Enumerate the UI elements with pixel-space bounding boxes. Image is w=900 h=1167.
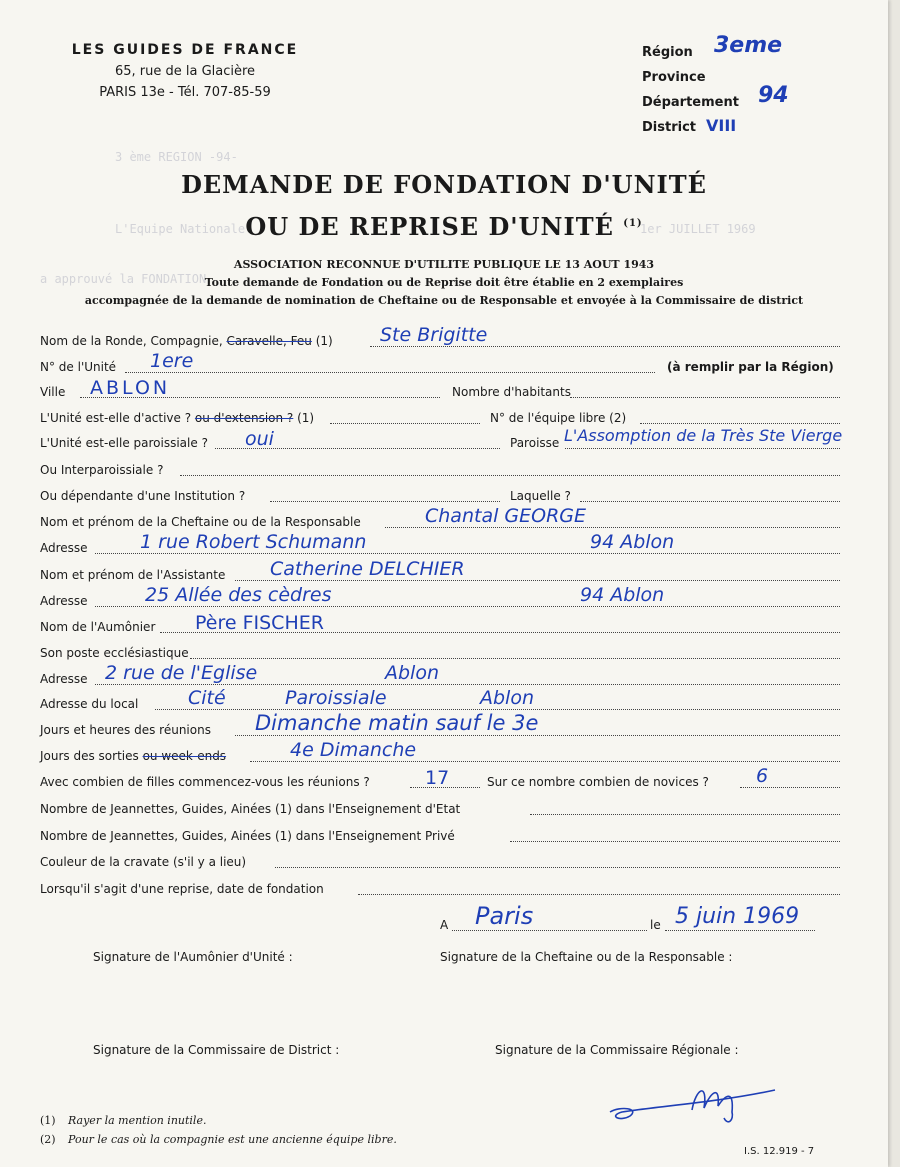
subtitle-instructions: Toute demande de Fondation ou de Reprise doit être établie en 2 exemplaires [204,276,684,289]
bleed-through-text: 3 ème REGION -94- [115,150,238,164]
field-label: N° de l'Unité [40,360,117,374]
field-value: 1 rue Robert Schumann [140,531,367,553]
field-label: Ou Interparoissiale ? [40,463,164,477]
field-paroissiale [40,426,850,456]
district-label: District [642,120,696,135]
bleed-through-text: 1er JUILLET 1969 [640,222,756,236]
dotted-line[interactable] [180,475,840,476]
dotted-line[interactable] [385,527,840,528]
district-row [642,116,882,145]
field-value: L'Assomption de la Très Ste Vierge [564,426,843,445]
departement-label: Département [642,95,739,110]
dotted-line[interactable] [370,346,840,347]
field-value: 4e Dimanche [290,739,417,761]
field-prive [40,829,850,849]
bleed-through-text: L'Equipe Nationale [115,222,246,236]
dotted-line[interactable] [235,735,840,736]
dotted-line[interactable] [270,501,500,502]
field-value-city: 94 Ablon [580,584,665,606]
district-value: VIII [706,116,737,135]
signature-cheftaine-label: Signature de la Cheftaine ou de la Responsable : [440,950,733,964]
dotted-line[interactable] [740,787,840,788]
place-value: Paris [475,902,534,930]
org-address: 65, rue de la Glacière [114,64,256,79]
footnote-text: Pour le cas où la compagnie est une ancienne équipe libre. [68,1133,397,1146]
dotted-line[interactable] [580,501,840,502]
subtitle-association: ASSOCIATION RECONNUE D'UTILITE PUBLIQUE LE 13 AOUT 1943 [233,258,655,271]
field-aumonier [40,612,850,640]
dotted-line[interactable] [570,397,840,398]
field-label: Sur ce nombre combien de novices ? [487,775,709,789]
field-suffix: (à remplir par la Région) [667,360,834,374]
field-label: Adresse [40,541,88,555]
footnote-number: (1) [40,1114,56,1127]
bleed-through-text: a approuvé la FONDATION [40,272,207,286]
field-label: Couleur de la cravate (s'il y a lieu) [40,855,247,869]
field-value: oui [245,428,274,450]
field-sorties [40,739,850,769]
field-label: Adresse [40,594,88,608]
date-value: 5 juin 1969 [675,904,800,929]
departement-row [642,83,882,120]
dotted-line[interactable] [358,894,840,895]
footnote-text: Rayer la mention inutile. [68,1114,207,1127]
signature-aumonier-label: Signature de l'Aumônier d'Unité : [93,950,293,964]
field-value-city: Ablon [385,662,440,684]
field-value: Ste Brigitte [380,324,488,346]
place-label: A [440,918,449,932]
region-value: 3eme [714,33,783,58]
field-label: Nom et prénom de la Cheftaine ou de la Responsable [40,515,361,529]
field-label: Avec combien de filles commencez-vous les réunions ? [40,775,370,789]
field-value-3: Ablon [480,687,535,709]
field-value: ABLON [90,377,171,399]
field-value: Père FISCHER [195,612,324,634]
letterhead [40,42,330,100]
region-block [642,33,882,145]
regional-signature-scribble [600,1068,790,1128]
dotted-line[interactable] [95,553,840,554]
field-value: Chantal GEORGE [425,505,587,527]
org-city-phone: PARIS 13e - Tél. 707-85-59 [99,85,271,100]
field-label: Ou dépendante d'une Institution ? [40,489,246,503]
footnote-number: (2) [40,1133,56,1146]
departement-value: 94 [758,83,789,108]
field-label: L'Unité est-elle d'active ? ou d'extension ? (1) [40,411,315,425]
dotted-line[interactable] [565,448,840,449]
field-value: 25 Allée des cèdres [145,584,332,606]
date-label: le [650,918,661,932]
field-reunions [40,711,850,743]
dotted-line[interactable] [510,841,840,842]
field-label: Nom de l'Aumônier [40,620,156,634]
field-label: Ville [40,385,66,399]
field-label: Lorsqu'il s'agit d'une reprise, date de fondation [40,882,324,896]
field-label: Nom de la Ronde, Compagnie, Caravelle, Feu (1) [40,334,333,348]
form-title-text: OU DE REPRISE D'UNITÉ [245,212,614,241]
form-title-line2 [0,212,888,241]
region-label: Région [642,45,693,60]
field-filles [40,765,850,795]
org-name: LES GUIDES DE FRANCE [71,42,299,58]
field-reprise [40,882,850,902]
field-label: Nombre de Jeannettes, Guides, Ainées (1) dans l'Enseignement d'Etat [40,802,461,816]
province-label: Province [642,70,706,85]
dotted-line[interactable] [125,372,655,373]
form-reference: I.S. 12.919 - 7 [744,1146,815,1157]
field-value: 6 [756,765,769,787]
dotted-line[interactable] [235,580,840,581]
field-label: Nom et prénom de l'Assistante [40,568,226,582]
field-value: 2 rue de l'Eglise [105,662,258,684]
field-etat [40,802,850,822]
field-label: L'Unité est-elle paroissiale ? [40,436,208,450]
dotted-line[interactable] [330,423,480,424]
dotted-line[interactable] [275,867,840,868]
field-value: Cité [188,687,226,709]
footnote [40,1133,397,1146]
field-value-city: 94 Ablon [590,531,675,553]
dotted-line[interactable] [640,423,840,424]
field-label: Laquelle ? [510,489,571,503]
subtitle-instructions-2: accompagnée de la demande de nomination de Cheftaine ou de Responsable et envoyée à la Commissaire de district [84,294,804,307]
dotted-line[interactable] [95,606,840,607]
field-value: 1ere [150,350,194,372]
field-value: 17 [425,767,450,789]
form-title-note: (1) [623,218,643,229]
place-date-line [440,902,840,938]
region-row [642,33,882,70]
dotted-line[interactable] [452,930,647,931]
dotted-line[interactable] [250,761,840,762]
form-title-line1: DEMANDE DE FONDATION D'UNITÉ [181,170,707,199]
field-label: Son poste ecclésiastique [40,646,189,660]
field-label: N° de l'équipe libre (2) [490,411,627,425]
field-label: Adresse [40,672,88,686]
dotted-line[interactable] [665,930,815,931]
field-label: Nombre de Jeannettes, Guides, Ainées (1) dans l'Enseignement Privé [40,829,455,843]
field-value: Catherine DELCHIER [270,558,465,580]
dotted-line[interactable] [155,709,840,710]
field-label: Jours des sorties ou week-ends [40,749,227,763]
dotted-line[interactable] [95,684,840,685]
dotted-line[interactable] [190,658,840,659]
footnotes [40,1114,397,1152]
field-label: Jours et heures des réunions [40,723,211,737]
field-adresse-assistante [40,584,850,614]
field-interparoissiale [40,463,850,483]
field-label: Nombre d'habitants [452,385,571,399]
signature-regionale-label: Signature de la Commissaire Régionale : [495,1043,739,1057]
field-adresse-aumonier [40,662,850,692]
field-value: Dimanche matin sauf le 3e [255,711,539,735]
field-ville [40,377,850,405]
field-value-2: Paroissiale [285,687,387,709]
field-cravate [40,855,850,875]
dotted-line[interactable] [530,814,840,815]
field-label: Paroisse [510,436,560,450]
field-label: Adresse du local [40,697,139,711]
signature-district-label: Signature de la Commissaire de District : [93,1043,340,1057]
footnote [40,1114,397,1127]
